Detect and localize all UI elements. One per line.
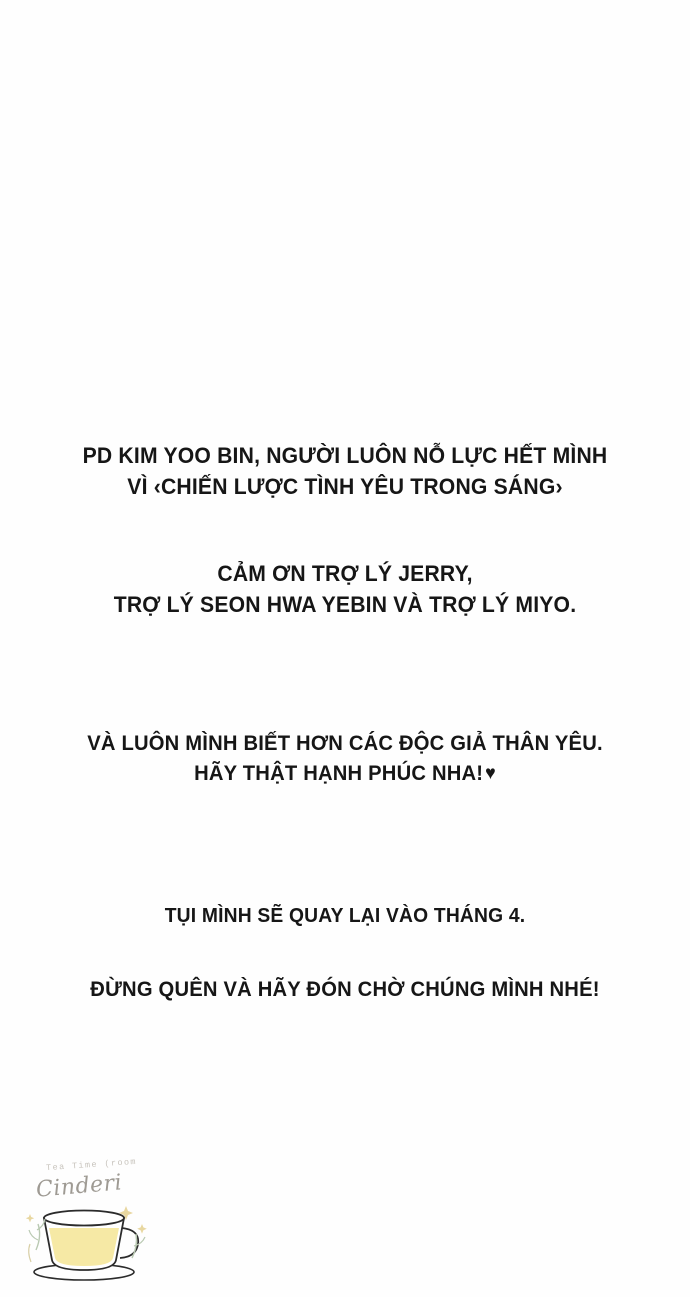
credits-paragraph-pd-thanks: [0, 440, 690, 502]
credits-line: VÀ LUÔN MÌNH BIẾT HƠN CÁC ĐỘC GIẢ THÂN YÊU.: [87, 731, 603, 755]
credits-paragraph-farewell: [0, 974, 690, 1004]
credits-spacer: [0, 620, 690, 728]
credits-line: CẢM ƠN TRỢ LÝ JERRY,: [217, 561, 473, 586]
credits-spacer: [0, 930, 690, 974]
credits-line: PD KIM YOO BIN, NGƯỜI LUÔN NỖ LỰC HẾT MÌNH: [82, 443, 608, 468]
watermark-top-text: Tea Time (room: [45, 1156, 138, 1174]
heart-icon: ♥: [485, 763, 496, 784]
watermark-script-text: Cinderi: [35, 1170, 124, 1203]
credits-line: TỤI MÌNH SẼ QUAY LẠI VÀO THÁNG 4.: [164, 904, 526, 927]
credits-line-text: HÃY THẬT HẠNH PHÚC NHA!: [194, 761, 484, 785]
credits-line: ĐỪNG QUÊN VÀ HÃY ĐÓN CHỜ CHÚNG MÌNH NHÉ!: [90, 977, 600, 1001]
credits-paragraph-reader-thanks: [0, 728, 690, 789]
credits-line: VÌ ‹CHIẾN LƯỢC TÌNH YÊU TRONG SÁNG›: [127, 474, 563, 499]
credits-text-block: [0, 440, 690, 1004]
credits-line-with-heart: [21, 758, 670, 789]
credits-spacer: [0, 789, 690, 901]
credits-paragraph-assistant-thanks: [0, 558, 690, 620]
credits-line: TRỢ LÝ SEON HWA YEBIN VÀ TRỢ LÝ MIYO.: [113, 592, 577, 617]
credits-paragraph-return-notice: [0, 901, 690, 930]
credits-spacer: [0, 502, 690, 558]
studio-watermark: [22, 1154, 172, 1289]
